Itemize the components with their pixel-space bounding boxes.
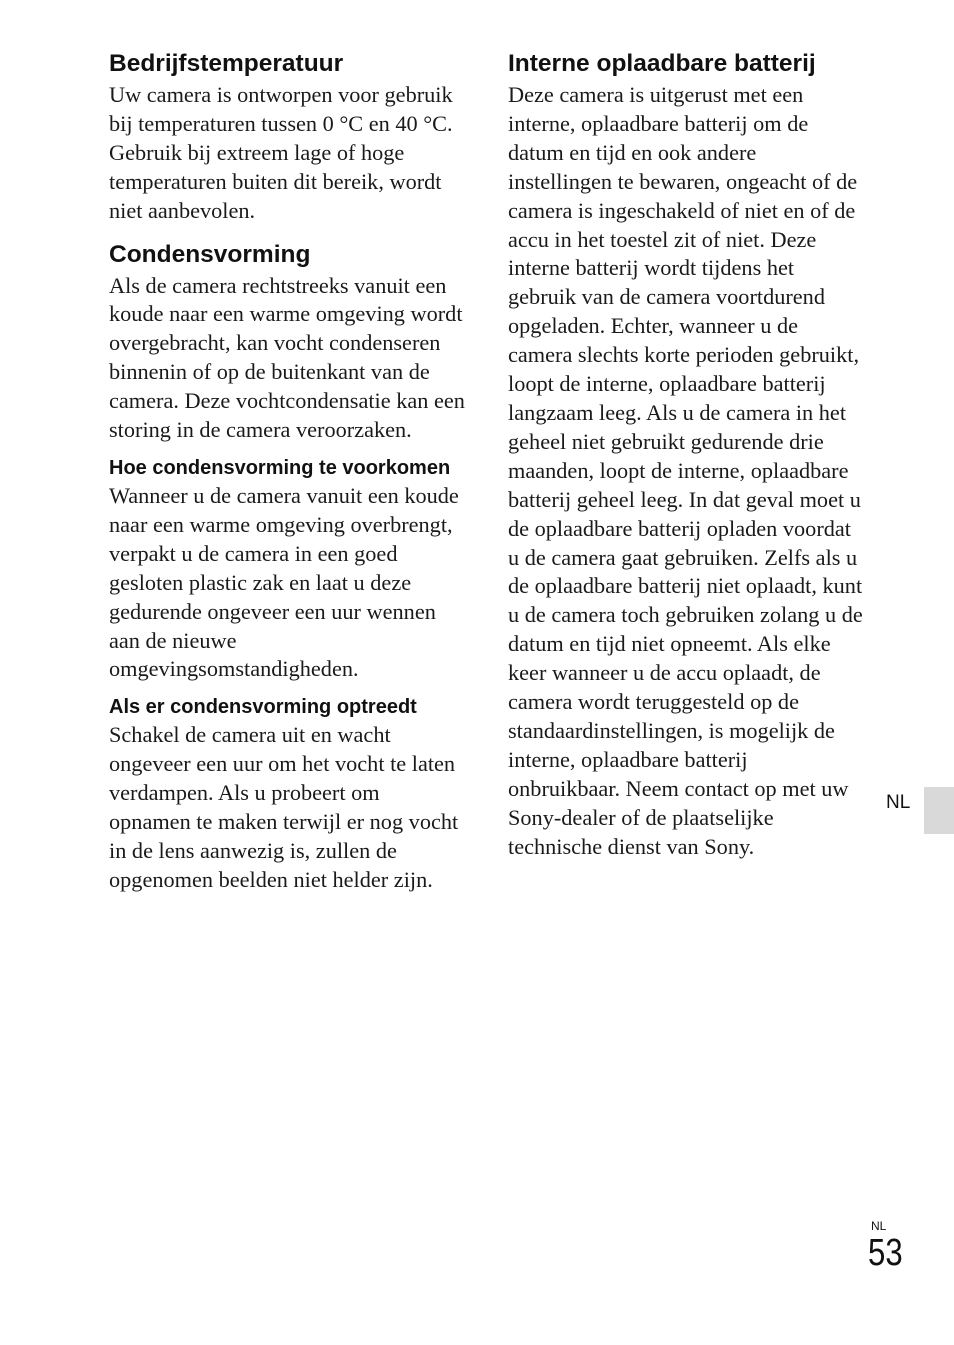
section-title-condensation: Condensvorming <box>109 240 311 268</box>
language-side-tab <box>924 787 954 834</box>
page-number: 53 <box>868 1232 903 1274</box>
section-text-operating-temperature: Uw camera is ontworpen voor gebruik bij temperaturen tussen 0 °C en 40 °C. Gebruik bij extreem lage of hoge temperaturen buiten dit bereik, wordt niet aanbevolen. <box>109 82 453 223</box>
subsection-text-condensation-occurs: Schakel de camera uit en wacht ongeveer een uur om het vocht te laten verdampen. Als u probeert om opnamen te maken terwijl er nog vocht in de lens aanwezig is, zullen de opgenomen beelden niet helder zijn. <box>109 722 459 892</box>
subsection-text-prevent-condensation: Wanneer u de camera vanuit een koude naar een warme omgeving overbrengt, verpakt u de camera in een goed gesloten plastic zak en laat u deze gedurende ongeveer een uur wennen aan de nieuwe omgevingsomstandigheden. <box>109 482 459 682</box>
section-text-condensation: Als de camera rechtstreeks vanuit een koude naar een warme omgeving wordt overgebracht, kan vocht condenseren binnenin of op de buitenkant van de camera. Deze vochtcondensatie kan een storing in de camera veroorzaken. <box>109 272 465 443</box>
subsection-title-condensation-occurs: Als er condensvorming optreedt <box>109 696 417 719</box>
footer-language-code: NL <box>871 1219 887 1233</box>
left-column <box>109 47 465 895</box>
section-text-internal-battery: Deze camera is uitgerust met een interne, oplaadbare batterij om de datum en tijd en ook andere instellingen te bewaren, ongeacht of de camera is ingeschakeld of niet en of de accu in het toestel zit of niet. Deze interne batterij wordt tijdens het gebruik van de camera voortdurend opgeladen. Echter, wanneer u de camera slechts korte perioden gebruikt, loopt de interne, oplaadbare batterij langzaam leeg. Als u de camera in het geheel niet gebruikt gedurende drie maanden, loopt de interne, oplaadbare batterij geheel leeg. In dat geval moet u de oplaadbare batterij opladen voordat u de camera gaat gebruiken. Zelfs als u de oplaadbare batterij niet oplaadt, kunt u de camera toch gebruiken zolang u de datum en tijd niet opneemt. Als elke keer wanneer u de accu oplaadt, de camera wordt teruggesteld op de standaardinstellingen, is mogelijk de interne, oplaadbare batterij onbruikbaar. Neem contact op met uw Sony-dealer of de plaatselijke technische dienst van Sony. <box>508 82 863 859</box>
language-side-tab-label: NL <box>886 792 911 813</box>
section-title-internal-battery: Interne oplaadbare batterij <box>508 50 816 77</box>
subsection-title-prevent-condensation: Hoe condensvorming te voorkomen <box>109 456 451 479</box>
right-column <box>508 47 864 861</box>
section-title-operating-temperature: Bedrijfstemperatuur <box>109 50 344 77</box>
